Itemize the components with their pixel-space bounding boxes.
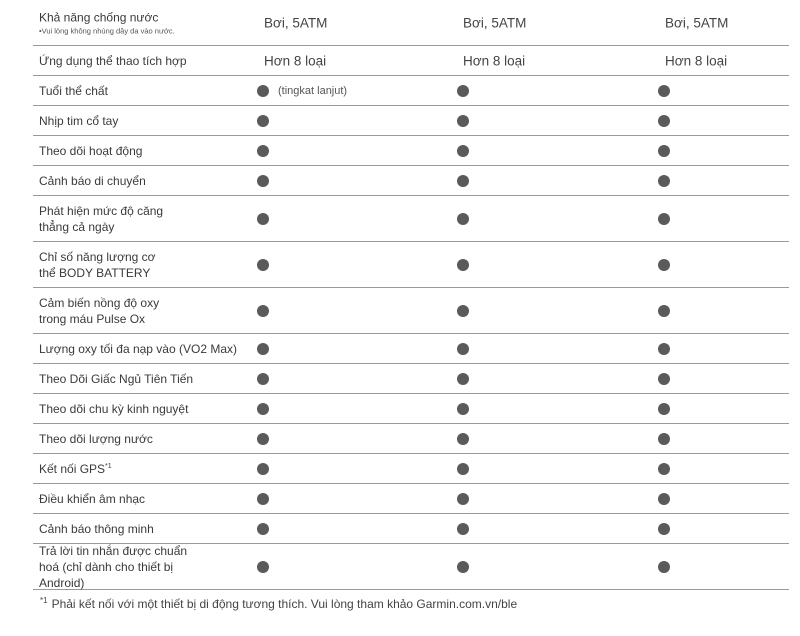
table-row (33, 0, 789, 46)
feature-dot-icon (658, 305, 670, 317)
feature-dot-icon (257, 343, 269, 355)
row-label-text: Khả năng chống nước (39, 10, 159, 24)
row-label: Theo dõi chu kỳ kinh nguyệt (39, 401, 189, 416)
row-label: Trả lời tin nhắn được chuẩn hoá (chỉ dành cho thiết bị Android) (39, 543, 188, 590)
feature-dot-icon (658, 175, 670, 187)
row-label: Điều khiển âm nhạc (39, 491, 146, 506)
table-row (33, 454, 789, 484)
feature-dot-icon (457, 175, 469, 187)
feature-dot-icon (658, 213, 670, 225)
row-label (39, 461, 219, 477)
row-label: Nhịp tim cổ tay (39, 113, 119, 128)
feature-dot-icon (257, 433, 269, 445)
table-row (33, 288, 789, 334)
row-label (39, 9, 219, 36)
table-row (33, 364, 789, 394)
table-row (33, 484, 789, 514)
feature-dot-icon (457, 561, 469, 573)
feature-dot-icon (257, 493, 269, 505)
row-label: Lượng oxy tối đa nạp vào (VO2 Max) (39, 341, 237, 356)
cell-value: Bơi, 5ATM (264, 15, 328, 30)
table-row (33, 106, 789, 136)
row-label: Tuổi thể chất (39, 83, 108, 98)
feature-dot-icon (457, 259, 469, 271)
feature-dot-icon (257, 259, 269, 271)
feature-dot-icon (257, 373, 269, 385)
cell-value: Bơi, 5ATM (463, 15, 527, 30)
feature-dot-icon (658, 523, 670, 535)
feature-dot-icon (457, 213, 469, 225)
feature-comparison-table (33, 0, 789, 590)
feature-dot-icon (457, 305, 469, 317)
feature-dot-icon (257, 305, 269, 317)
feature-dot-icon (457, 523, 469, 535)
row-sub-note: •Vui lòng không nhúng dây da vào nước. (39, 26, 175, 35)
feature-dot-icon (257, 175, 269, 187)
feature-dot-icon (457, 85, 469, 97)
table-row (33, 76, 789, 106)
feature-dot-icon (658, 85, 670, 97)
feature-dot-icon (457, 115, 469, 127)
feature-dot-icon (257, 463, 269, 475)
feature-dot-icon (658, 463, 670, 475)
feature-dot-icon (457, 403, 469, 415)
feature-dot-icon (457, 145, 469, 157)
table-row (33, 424, 789, 454)
table-row (33, 166, 789, 196)
table-row (33, 46, 789, 76)
feature-dot-icon (257, 403, 269, 415)
table-row (33, 334, 789, 364)
feature-dot-icon (257, 115, 269, 127)
row-label: Ứng dụng thể thao tích hợp (39, 53, 187, 68)
feature-dot-icon (658, 561, 670, 573)
cell-value: Hơn 8 loại (463, 53, 526, 68)
row-label: Cảnh báo thông minh (39, 521, 154, 536)
table-row (33, 136, 789, 166)
row-label-text: Kết nối GPS (39, 461, 106, 476)
feature-dot-icon (457, 493, 469, 505)
row-label: Cảnh báo di chuyển (39, 173, 146, 188)
row-label: Phát hiện mức độ căng thẳng cả ngày (39, 203, 164, 234)
table-row (33, 242, 789, 288)
feature-dot-icon (257, 561, 269, 573)
feature-dot-icon (658, 373, 670, 385)
feature-dot-icon (658, 343, 670, 355)
feature-dot-icon (658, 115, 670, 127)
footnote-marker: *1 (105, 462, 112, 470)
feature-dot-icon (257, 145, 269, 157)
feature-dot-icon (658, 493, 670, 505)
feature-dot-icon (658, 433, 670, 445)
row-label: Cảm biến nồng độ oxy trong máu Pulse Ox (39, 295, 160, 326)
footnote-marker: *1 (40, 596, 48, 605)
row-label: Chỉ số năng lượng cơ thể BODY BATTERY (39, 249, 156, 280)
cell-value: Hơn 8 loại (665, 53, 728, 68)
feature-dot-icon (257, 213, 269, 225)
cell-value: Bơi, 5ATM (665, 15, 729, 30)
footnote-text: Phải kết nối với một thiết bị di động tương thích. Vui lòng tham khảo Garmin.com.vn/ble (51, 597, 518, 611)
cell-value: Hơn 8 loại (264, 53, 327, 68)
feature-dot-icon (457, 433, 469, 445)
feature-dot-icon (257, 523, 269, 535)
table-row (33, 196, 789, 242)
feature-dot-icon (658, 145, 670, 157)
feature-dot-icon (658, 259, 670, 271)
row-note: (tingkat lanjut) (278, 84, 348, 97)
feature-dot-icon (658, 403, 670, 415)
table-row (33, 514, 789, 544)
feature-dot-icon (457, 373, 469, 385)
table-row (33, 394, 789, 424)
row-label: Theo dõi lượng nước (39, 431, 153, 446)
row-label: Theo Dõi Giấc Ngủ Tiên Tiến (39, 371, 194, 386)
feature-dot-icon (457, 463, 469, 475)
table-row (33, 544, 789, 590)
row-label: Theo dõi hoạt động (39, 143, 143, 158)
footnote (40, 597, 517, 611)
feature-dot-icon (257, 85, 269, 97)
feature-dot-icon (457, 343, 469, 355)
